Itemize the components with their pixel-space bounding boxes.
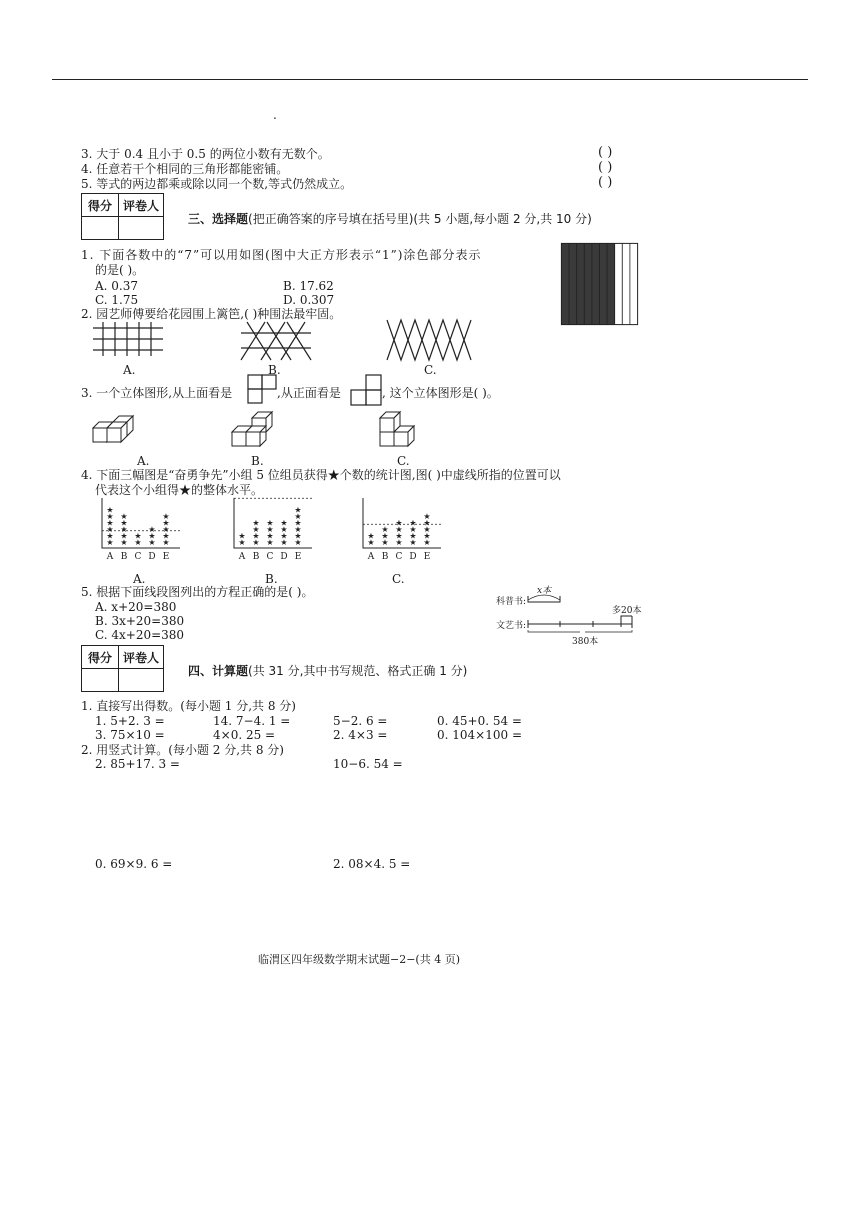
- chart-star-mark: ★: [252, 538, 260, 547]
- q1-line2: 的是( )。: [95, 263, 145, 277]
- q4-option-c: C.: [392, 572, 405, 586]
- score-box-section4: [81, 645, 164, 692]
- calc-item: 2. 4×3 =: [333, 728, 388, 742]
- chart-category-label: A: [238, 552, 246, 562]
- score-label: 得分: [82, 646, 119, 669]
- star-chart-b: [228, 496, 316, 568]
- q1-option-d: D. 0.307: [283, 293, 335, 307]
- q3-option-a: A.: [137, 454, 150, 468]
- chart-star-mark: ★: [148, 531, 156, 541]
- q2-option-c: C.: [424, 363, 437, 377]
- vertical-calc-1: 2. 85+17. 3 =: [95, 757, 180, 771]
- chart-star-mark: ★: [252, 531, 260, 541]
- chart-star-mark: ★: [280, 531, 288, 541]
- diagram-extra-label: 多20本: [612, 606, 642, 616]
- reviewer-cell[interactable]: [119, 669, 164, 692]
- chart-category-label: C: [134, 552, 142, 562]
- chart-category-label: B: [120, 552, 128, 562]
- chart-star-mark: ★: [266, 525, 274, 534]
- chart-star-mark: ★: [395, 538, 403, 547]
- chart-star-mark: ★: [381, 531, 389, 541]
- reviewer-cell[interactable]: [119, 217, 164, 240]
- stray-dot: .: [273, 108, 277, 122]
- chart-star-mark: ★: [106, 512, 114, 521]
- q1-option-a: A. 0.37: [95, 279, 139, 293]
- chart-star-mark: ★: [395, 525, 403, 534]
- chart-star-mark: ★: [280, 518, 288, 528]
- blank-column: [630, 244, 638, 325]
- decimal-square-figure: [561, 243, 639, 325]
- judge-item-4: 4. 任意若干个相同的三角形都能密铺。: [81, 162, 289, 176]
- chart-star-mark: ★: [423, 538, 431, 547]
- diagram-total-label: 380本: [572, 637, 599, 647]
- chart-star-mark: ★: [106, 538, 114, 547]
- q4-line1: 4. 下面三幅图是“奋勇争先”小组 5 位组员获得★个数的统计图,图( )中虚线所指的位置可以: [81, 468, 561, 482]
- chart-star-mark: ★: [106, 518, 114, 528]
- chart-category-label: A: [106, 552, 114, 562]
- chart-star-mark: ★: [252, 525, 260, 534]
- q2-stem: 2. 园艺师傅要给花园围上篱笆,( )种围法最牢固。: [81, 307, 342, 321]
- shaded-column: [584, 244, 592, 325]
- chart-star-mark: ★: [148, 538, 156, 547]
- section4-title: 四、计算题: [188, 664, 249, 678]
- chart-star-mark: ★: [409, 525, 417, 534]
- chart-star-mark: ★: [423, 518, 431, 528]
- header-rule: [52, 79, 808, 80]
- chart-category-label: E: [294, 552, 302, 562]
- diagram-row1-label: 科普书:: [496, 597, 527, 607]
- chart-category-label: D: [409, 552, 417, 562]
- chart-star-mark: ★: [409, 518, 417, 528]
- chart-star-mark: ★: [294, 531, 302, 541]
- chart-star-mark: ★: [280, 525, 288, 534]
- calc-q2-title: 2. 用竖式计算。(每小题 2 分,共 8 分): [81, 743, 284, 757]
- chart-star-mark: ★: [120, 512, 128, 521]
- diagram-row1-value: x本: [537, 586, 552, 596]
- chart-star-mark: ★: [238, 531, 246, 541]
- chart-star-mark: ★: [134, 538, 142, 547]
- shaded-column: [607, 244, 615, 325]
- chart-star-mark: ★: [423, 512, 431, 521]
- chart-star-mark: ★: [395, 518, 403, 528]
- chart-category-label: C: [266, 552, 274, 562]
- chart-star-mark: ★: [381, 525, 389, 534]
- solid-figure-c: [380, 412, 424, 450]
- chart-star-mark: ★: [106, 505, 114, 515]
- chart-star-mark: ★: [120, 538, 128, 547]
- section3-heading: [188, 212, 592, 226]
- q2-option-b: B.: [268, 363, 281, 377]
- q1-option-b: B. 17.62: [283, 279, 334, 293]
- fence-triangle-figure: [241, 322, 311, 360]
- star-chart-a: [96, 496, 184, 568]
- calc-item: 5−2. 6 =: [333, 714, 388, 728]
- chart-star-mark: ★: [148, 525, 156, 534]
- section4-note: (共 31 分,其中书写规范、格式正确 1 分): [248, 664, 468, 678]
- chart-star-mark: ★: [162, 525, 170, 534]
- chart-star-mark: ★: [409, 538, 417, 547]
- chart-category-label: B: [381, 552, 389, 562]
- q1-option-c: C. 1.75: [95, 293, 139, 307]
- chart-star-mark: ★: [423, 525, 431, 534]
- judge-item-3: 3. 大于 0.4 且小于 0.5 的两位小数有无数个。: [81, 147, 330, 161]
- chart-category-label: C: [395, 552, 403, 562]
- chart-star-mark: ★: [266, 531, 274, 541]
- chart-star-mark: ★: [120, 518, 128, 528]
- section4-heading: [188, 664, 467, 678]
- calc-item: 0. 45+0. 54 =: [437, 714, 522, 728]
- star-chart-c: [357, 496, 445, 568]
- chart-star-mark: ★: [294, 525, 302, 534]
- q2-option-a: A.: [123, 363, 136, 377]
- q3-option-c: C.: [397, 454, 410, 468]
- chart-category-label: D: [148, 552, 156, 562]
- vertical-calc-3: 0. 69×9. 6 =: [95, 857, 173, 871]
- q3-part2: ,从正面看是: [277, 386, 341, 400]
- chart-star-mark: ★: [162, 531, 170, 541]
- q4-option-b: B.: [265, 572, 278, 586]
- q1-line1: 1. 下面各数中的“7”可以用如图(图中大正方形表示“1”)涂色部分表示: [81, 248, 482, 262]
- chart-star-mark: ★: [367, 538, 375, 547]
- chart-star-mark: ★: [395, 531, 403, 541]
- chart-star-mark: ★: [423, 531, 431, 541]
- top-view-figure: [247, 374, 277, 406]
- vertical-calc-2: 10−6. 54 =: [333, 757, 403, 771]
- chart-category-label: A: [367, 552, 375, 562]
- answer-paren-5[interactable]: ( ): [598, 175, 613, 190]
- blank-column: [622, 244, 630, 325]
- chart-star-mark: ★: [294, 518, 302, 528]
- score-cell[interactable]: [82, 669, 119, 692]
- chart-star-mark: ★: [120, 531, 128, 541]
- chart-star-mark: ★: [162, 518, 170, 528]
- chart-category-label: E: [423, 552, 431, 562]
- calc-item: 0. 104×100 =: [437, 728, 522, 742]
- chart-category-label: D: [280, 552, 288, 562]
- q3-option-b: B.: [251, 454, 264, 468]
- q4-option-a: A.: [133, 572, 146, 586]
- answer-paren-4[interactable]: ( ): [598, 160, 613, 175]
- calc-q1-title: 1. 直接写出得数。(每小题 1 分,共 8 分): [81, 699, 296, 713]
- chart-category-label: E: [162, 552, 170, 562]
- judge-item-5: 5. 等式的两边都乘或除以同一个数,等式仍然成立。: [81, 177, 353, 191]
- diagram-row2-label: 文艺书:: [496, 621, 527, 631]
- shaded-column: [592, 244, 600, 325]
- chart-star-mark: ★: [106, 525, 114, 534]
- chart-category-label: B: [252, 552, 260, 562]
- shaded-column: [562, 244, 570, 325]
- calc-item: 14. 7−4. 1 =: [213, 714, 291, 728]
- chart-star-mark: ★: [280, 538, 288, 547]
- q5-option-b: B. 3x+20=380: [95, 614, 185, 628]
- chart-star-mark: ★: [162, 538, 170, 547]
- chart-star-mark: ★: [294, 512, 302, 521]
- answer-paren-3[interactable]: ( ): [598, 145, 613, 160]
- q5-stem: 5. 根据下面线段图列出的方程正确的是( )。: [81, 585, 314, 599]
- chart-star-mark: ★: [294, 505, 302, 515]
- blank-column: [615, 244, 623, 325]
- q5-option-c: C. 4x+20=380: [95, 628, 185, 642]
- reviewer-label: 评卷人: [119, 194, 164, 217]
- q3-part1: 3. 一个立体图形,从上面看是: [81, 386, 233, 400]
- shaded-column: [577, 244, 585, 325]
- vertical-calc-4: 2. 08×4. 5 =: [333, 857, 411, 871]
- score-box-section3: [81, 193, 164, 240]
- fence-zigzag-figure: [387, 320, 471, 360]
- calc-item: 3. 75×10 =: [95, 728, 165, 742]
- calc-item: 4×0. 25 =: [213, 728, 276, 742]
- section3-note: (把正确答案的序号填在括号里)(共 5 小题,每小题 2 分,共 10 分): [248, 212, 592, 226]
- shaded-column: [569, 244, 577, 325]
- chart-star-mark: ★: [409, 531, 417, 541]
- fence-grid-figure: [93, 322, 163, 356]
- shaded-column: [600, 244, 608, 325]
- chart-star-mark: ★: [381, 538, 389, 547]
- chart-star-mark: ★: [294, 538, 302, 547]
- q4-line2: 代表这个小组得★的整体水平。: [95, 483, 264, 497]
- q3-part3: , 这个立体图形是( )。: [382, 386, 499, 400]
- chart-star-mark: ★: [266, 538, 274, 547]
- section3-title: 三、选择题: [188, 212, 249, 226]
- solid-figure-a: [93, 418, 137, 448]
- solid-figure-b: [232, 412, 276, 450]
- chart-star-mark: ★: [106, 531, 114, 541]
- chart-star-mark: ★: [162, 512, 170, 521]
- chart-star-mark: ★: [266, 518, 274, 528]
- chart-star-mark: ★: [238, 538, 246, 547]
- chart-star-mark: ★: [367, 531, 375, 541]
- diagram-segments: [525, 590, 637, 638]
- page-footer: 临渭区四年级数学期末试题−2−(共 4 页): [258, 953, 461, 966]
- reviewer-label: 评卷人: [119, 646, 164, 669]
- calc-item: 1. 5+2. 3 =: [95, 714, 165, 728]
- front-view-figure: [350, 374, 382, 406]
- score-cell[interactable]: [82, 217, 119, 240]
- chart-star-mark: ★: [252, 518, 260, 528]
- score-label: 得分: [82, 194, 119, 217]
- q5-option-a: A. x+20=380: [95, 600, 177, 614]
- chart-star-mark: ★: [120, 525, 128, 534]
- chart-star-mark: ★: [134, 531, 142, 541]
